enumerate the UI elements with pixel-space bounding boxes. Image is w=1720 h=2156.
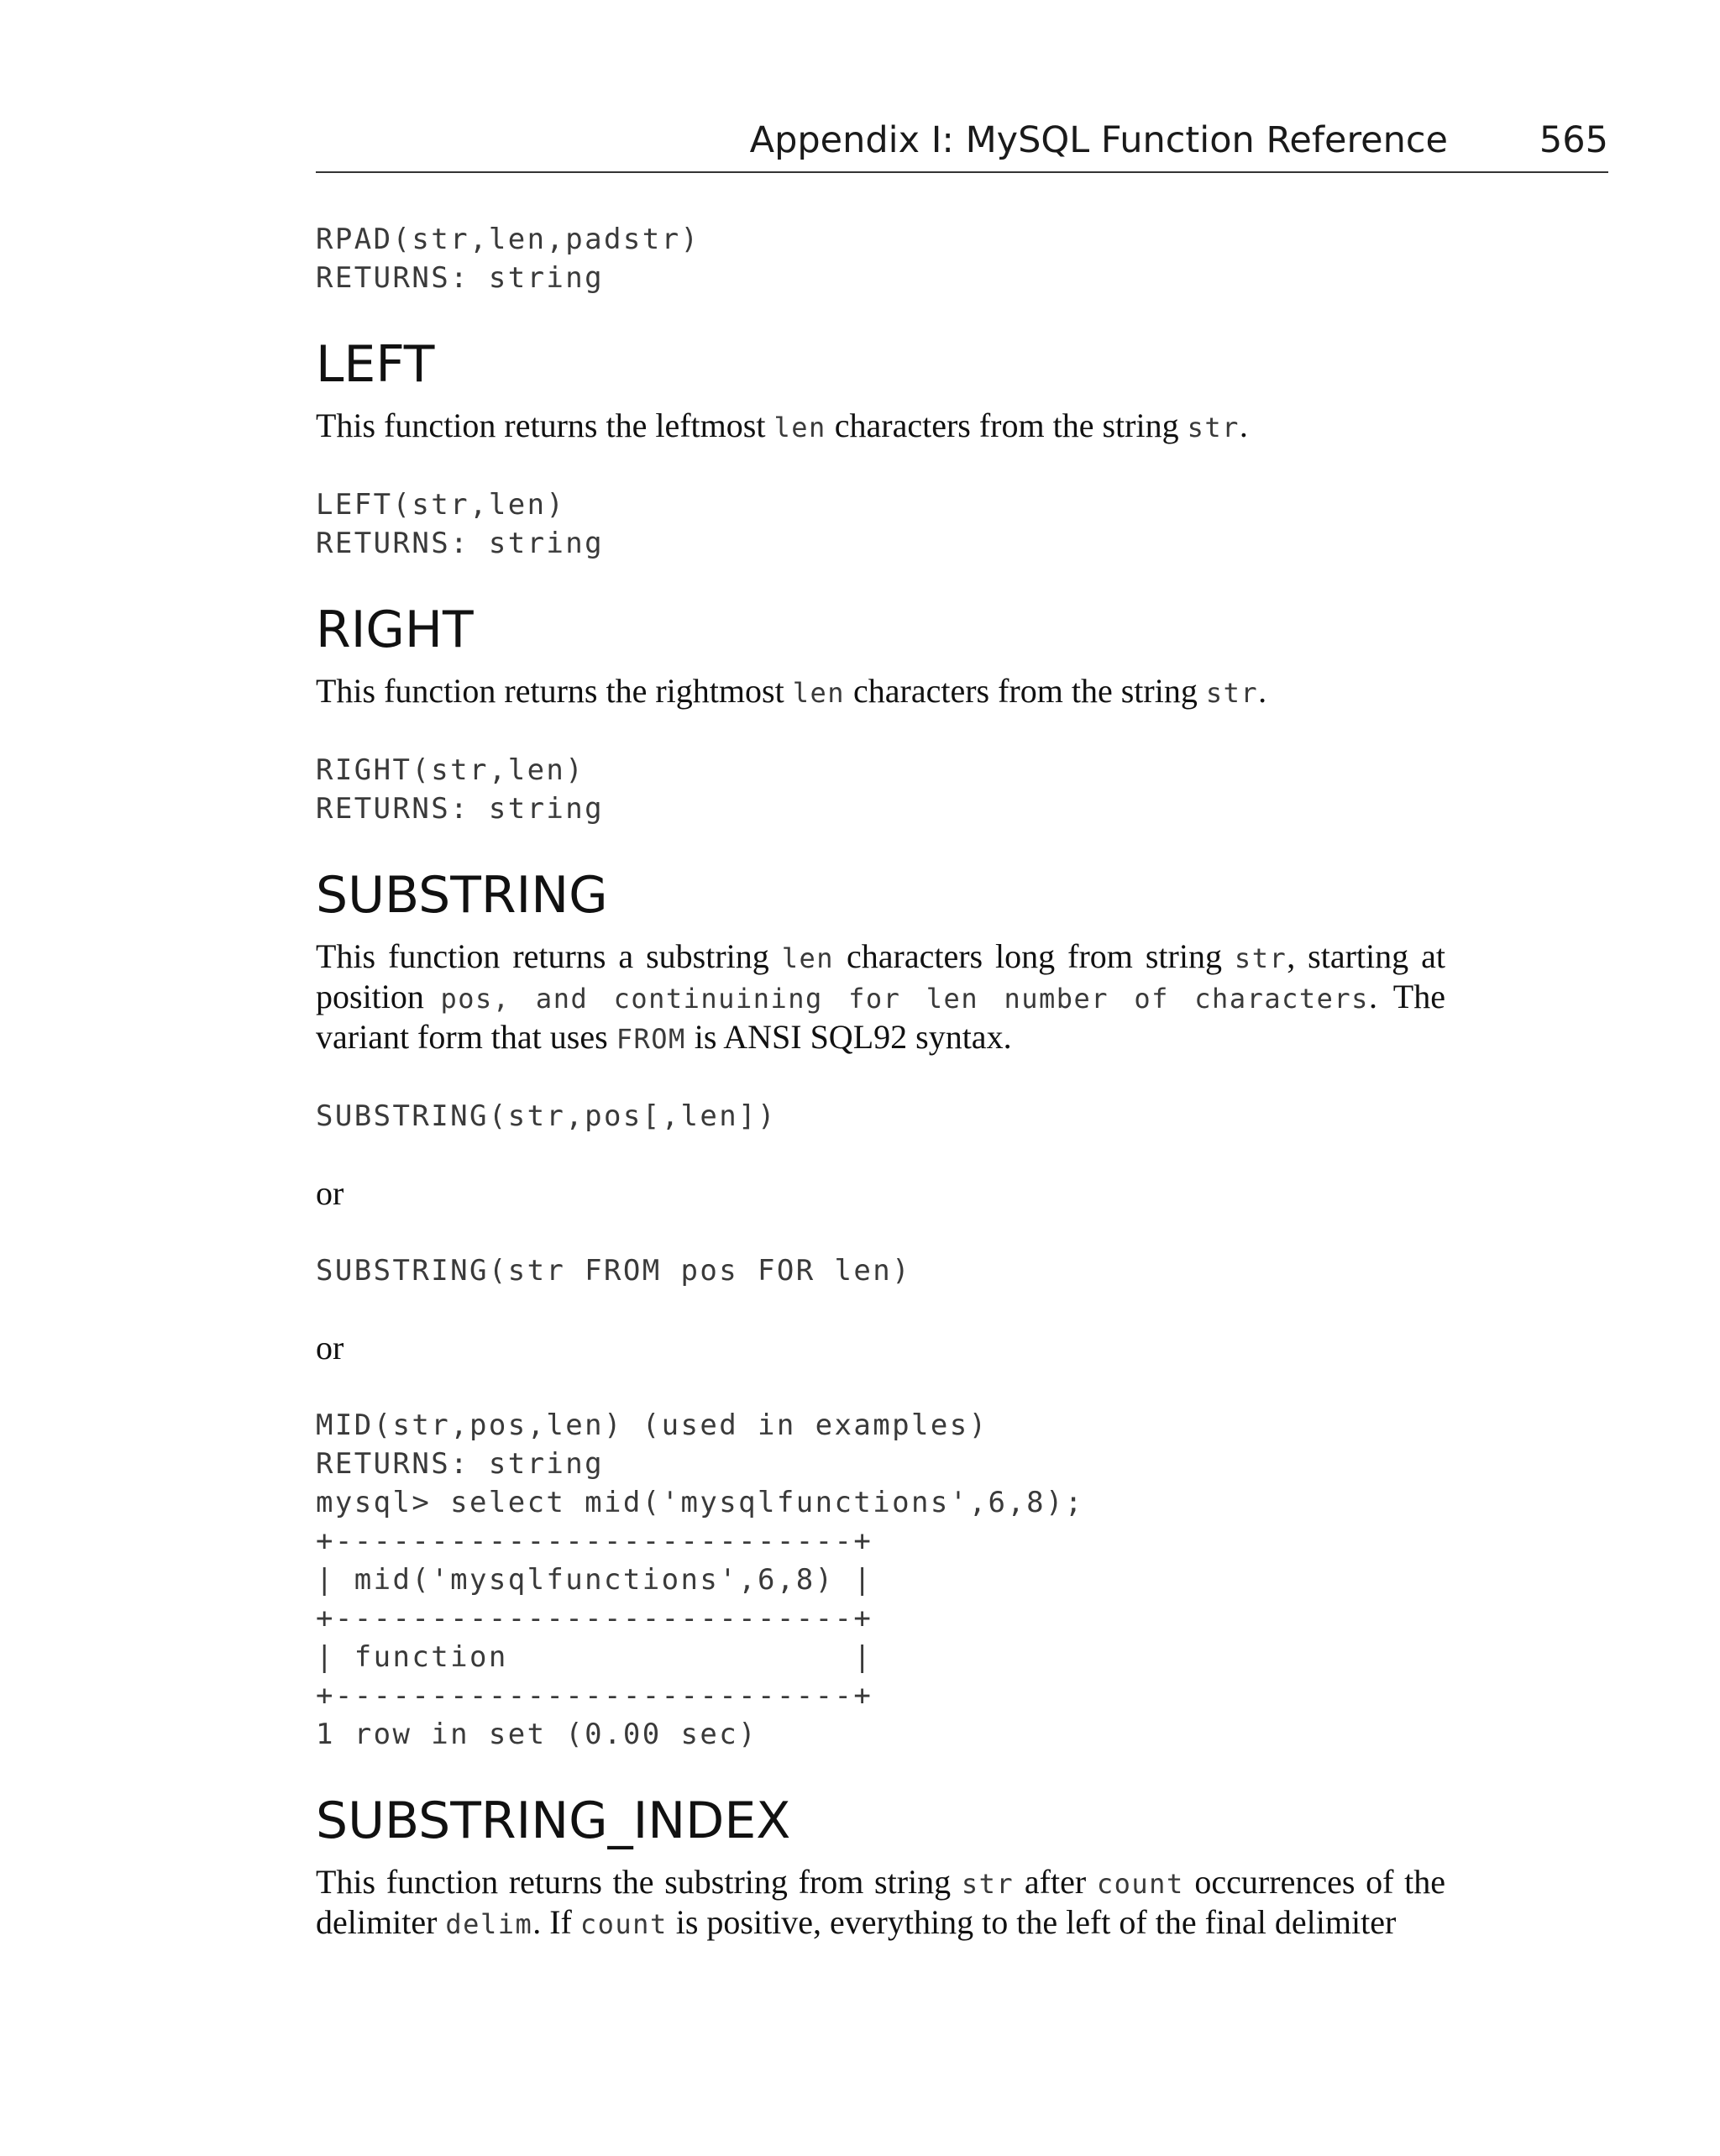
code-line: | function | <box>316 1640 873 1674</box>
code-line: mysql> select mid('mysqlfunctions',6,8); <box>316 1486 1084 1519</box>
inline-code: count <box>1096 1868 1184 1900</box>
page-number: 565 <box>1539 119 1608 161</box>
inline-code: str <box>1205 677 1259 709</box>
inline-code: str <box>1234 942 1287 974</box>
left-description: This function returns the leftmost len characters from the string str. <box>316 407 1248 444</box>
code-line: MID(str,pos,len) (used in examples) <box>316 1408 988 1442</box>
code-line: RIGHT(str,len) <box>316 753 585 787</box>
inline-code: str <box>961 1868 1015 1900</box>
inline-code: delim <box>445 1908 533 1940</box>
page-content <box>316 220 1445 1944</box>
section-heading-substring-index: SUBSTRING_INDEX <box>316 1791 791 1850</box>
code-line: LEFT(str,len) <box>316 488 566 522</box>
inline-code: len <box>781 942 835 974</box>
code-line: 1 row in set (0.00 sec) <box>316 1718 758 1751</box>
inline-code: FROM <box>616 1023 686 1055</box>
right-description: This function returns the rightmost len characters from the string str. <box>316 672 1267 710</box>
chapter-title: Appendix I: MySQL Function Reference <box>749 119 1448 161</box>
left-code-block <box>316 485 1445 563</box>
substring-index-description: This function returns the substring from string str after count occurrences of the delimiter delim. If count is positive, everything to the left of the final delimiter <box>316 1863 1445 1941</box>
code-line: +---------------------------+ <box>316 1602 873 1635</box>
inline-code: str <box>1187 412 1240 443</box>
or-separator: or <box>316 1329 344 1367</box>
substring-syntax-2: SUBSTRING(str FROM pos FOR len) <box>316 1254 911 1288</box>
code-line: | mid('mysqlfunctions',6,8) | <box>316 1563 873 1597</box>
section-heading-substring: SUBSTRING <box>316 866 608 925</box>
substring-syntax-1: SUBSTRING(str,pos[,len]) <box>316 1099 777 1133</box>
rpad-code-block <box>316 220 1445 297</box>
code-line: RETURNS: string <box>316 792 605 826</box>
inline-code: len <box>773 412 826 443</box>
right-code-block <box>316 751 1445 828</box>
inline-code: count <box>579 1908 668 1940</box>
substring-description: This function returns a substring len characters long from string str, starting at position pos, and continuining for len number of characters. The variant form that uses FROM is ANSI SQL92 syntax. <box>316 937 1445 1056</box>
or-separator: or <box>316 1174 344 1212</box>
code-line: RPAD(str,len,padstr) <box>316 223 700 256</box>
code-line: RETURNS: string <box>316 527 605 560</box>
code-line: RETURNS: string <box>316 261 605 295</box>
code-line: RETURNS: string <box>316 1447 605 1481</box>
section-heading-left: LEFT <box>316 335 435 394</box>
substring-example-block <box>316 1406 1445 1754</box>
inline-code: len <box>792 677 845 709</box>
running-header <box>316 116 1608 173</box>
section-heading-right: RIGHT <box>316 601 474 659</box>
inline-code: pos, and continuining for len number of characters <box>440 983 1369 1015</box>
code-line: +---------------------------+ <box>316 1679 873 1713</box>
code-line: +---------------------------+ <box>316 1524 873 1558</box>
